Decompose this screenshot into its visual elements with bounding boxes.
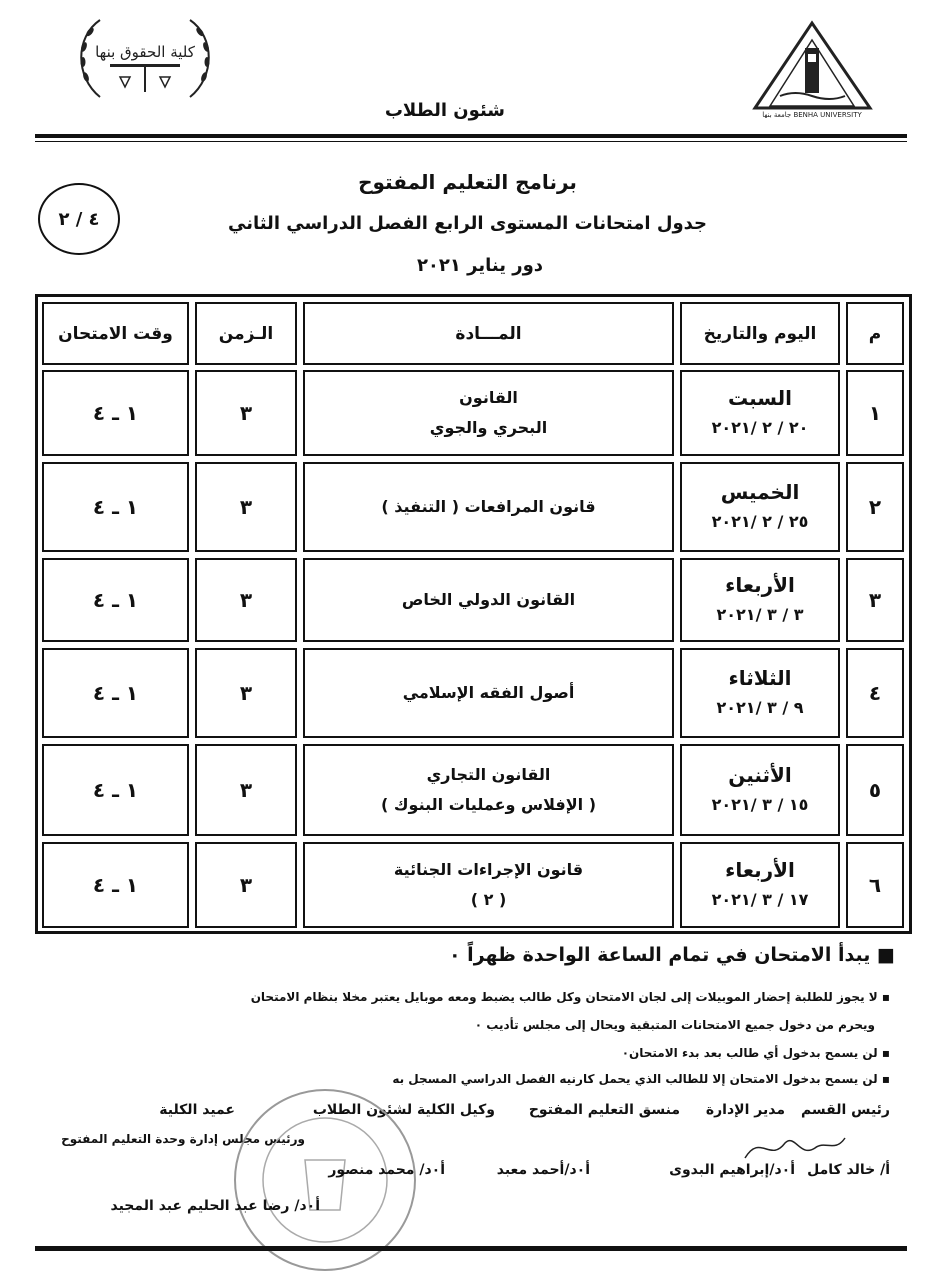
note-item-3: ▪ لن يسمح بدخول أي طالب بعد بدء الامتحان٠ [621,1046,890,1060]
footer-rule [35,1246,907,1251]
header-index [846,302,904,365]
sig-name-5: أ٠د/ رضا عبد الحليم عبد المجيد [110,1198,320,1214]
row-5-index [846,744,904,836]
note-item-text: لن يسمح بدخول أي طالب بعد بدء الامتحان٠ [621,1046,878,1060]
row-time: ١ ـ ٤ [92,873,139,897]
row-3-subject [303,558,674,642]
row-2-subject [303,462,674,552]
row-date: ١٧ / ٣ /٢٠٢١ [711,890,809,909]
row-date: ٢٠ / ٢ /٢٠٢١ [711,418,809,437]
note-item-text: ويحرم من دخول جميع الامتحانات المتبقية ويحال إلى مجلس تأديب ٠ [474,1018,875,1032]
header-subject [303,302,674,365]
row-index: ٢ [868,495,882,519]
row-day: الأربعاء [725,573,795,597]
row-6-time [42,842,189,928]
row-duration: ٣ [239,873,253,897]
header-duration-label: الـزمن [218,323,274,344]
row-6-duration [195,842,297,928]
row-subject-line1: القانون [459,388,518,407]
header-rule-thin [35,141,907,142]
schedule-title: جدول امتحانات المستوى الرابع الفصل الدراسي الثاني [227,213,708,234]
row-4-index [846,648,904,738]
row-5-subject [303,744,674,836]
row-6-index [846,842,904,928]
header-time-label: وقت الامتحان [58,323,173,344]
row-4-time [42,648,189,738]
page-badge [38,183,120,255]
university-logo-text: جامعة بنها BENHA UNIVERSITY [762,111,862,118]
row-index: ٣ [868,588,882,612]
row-duration: ٣ [239,681,253,705]
sig-title-dept-head: رئيس القسم [800,1102,890,1118]
header-index-label: م [868,323,882,344]
sig-name-2: أ٠د/إبراهيم البدوى [669,1162,795,1178]
row-duration: ٣ [239,778,253,802]
row-time: ١ ـ ٤ [92,495,139,519]
row-date: ١٥ / ٣ /٢٠٢١ [711,795,809,814]
row-3-duration [195,558,297,642]
row-4-day-date [680,648,840,738]
row-day: الخميس [720,480,800,504]
sig-title-dean: عميد الكلية [159,1102,235,1118]
sig-title-council-head: ورئيس مجلس إدارة وحدة التعليم المفتوح [61,1132,305,1146]
note-item-1: ▪ لا يجوز للطلبة إحضار الموبيلات إلى لجان الامتحان وكل طالب يضبط ومعه موبايل يعتبر مخلا بنظام الامتحان [250,990,890,1004]
row-day: السبت [727,386,793,410]
row-1-duration [195,370,297,456]
faculty-logo-text: كلية الحقوق بنها [95,43,195,61]
sig-title-open-ed-coordinator: منسق التعليم المفتوح [528,1102,680,1118]
note-start-time: ■ يبدأ الامتحان في تمام الساعة الواحدة ظهراً ٠ [448,944,895,966]
page-badge-text: ٤ / ٢ [58,208,100,230]
row-1-day-date [680,370,840,456]
sig-name-3: أ٠د/أحمد معبد [496,1162,590,1178]
row-2-time [42,462,189,552]
row-3-time [42,558,189,642]
row-date: ٩ / ٣ /٢٠٢١ [716,698,804,717]
row-day: الثلاثاء [728,666,792,690]
row-6-day-date [680,842,840,928]
row-time: ١ ـ ٤ [92,681,139,705]
row-1-subject [303,370,674,456]
row-2-index [846,462,904,552]
row-index: ٦ [868,873,882,897]
sig-name-1: أ/ خالد كامل [807,1162,890,1178]
row-5-duration [195,744,297,836]
row-time: ١ ـ ٤ [92,588,139,612]
faculty-logo [70,12,220,107]
sig-title-admin-director: مدير الإدارة [705,1102,785,1118]
sig-name-4: أ٠د/ محمد منصور [328,1162,445,1178]
row-2-day-date [680,462,840,552]
note-item-4: ▪ لن يسمح بدخول الامتحان إلا للطالب الذي يحمل كارنيه الفصل الدراسي المسجل به [392,1072,890,1086]
row-1-index [846,370,904,456]
row-index: ١ [868,401,882,425]
row-subject-line2: ( الإفلاس وعمليات البنوك ) [381,795,597,814]
row-4-duration [195,648,297,738]
program-title: برنامج التعليم المفتوح [358,170,577,194]
sig-title-vice-dean: وكيل الكلية لشئون الطلاب [312,1102,495,1118]
row-subject-line2: ( ٢ ) [470,890,507,909]
header-rule [35,134,907,138]
row-duration: ٣ [239,588,253,612]
row-6-subject [303,842,674,928]
header-subject-label: المـــادة [455,323,522,344]
row-subject-line1: قانون المرافعات ( التنفيذ ) [381,497,596,516]
department-title: شئون الطلاب [384,100,505,121]
row-2-duration [195,462,297,552]
row-1-time [42,370,189,456]
row-day: الأثنين [728,763,792,787]
row-subject-line2: البحري والجوي [429,418,548,437]
row-4-subject [303,648,674,738]
row-subject-line1: القانون التجاري [426,765,551,784]
row-5-time [42,744,189,836]
header-day-date [680,302,840,365]
note-item-2 [475,1018,875,1032]
row-subject-line1: قانون الإجراءات الجنائية [393,860,584,879]
session-title: دور يناير ٢٠٢١ [416,255,544,276]
row-3-day-date [680,558,840,642]
university-logo [750,18,875,118]
note-start-time-text: يبدأ الامتحان في تمام الساعة الواحدة ظهراً ٠ [448,944,871,966]
row-date: ٢٥ / ٢ /٢٠٢١ [711,512,809,531]
row-duration: ٣ [239,495,253,519]
row-index: ٥ [868,778,882,802]
header-day-date-label: اليوم والتاريخ [703,323,817,344]
header-time [42,302,189,365]
row-5-day-date [680,744,840,836]
row-3-index [846,558,904,642]
row-time: ١ ـ ٤ [92,401,139,425]
row-time: ١ ـ ٤ [92,778,139,802]
row-duration: ٣ [239,401,253,425]
row-subject-line1: القانون الدولي الخاص [401,590,576,609]
note-item-text: لن يسمح بدخول الامتحان إلا للطالب الذي يحمل كارنيه الفصل الدراسي المسجل به [392,1072,878,1086]
header-duration [195,302,297,365]
row-index: ٤ [868,681,882,705]
row-date: ٣ / ٣ /٢٠٢١ [716,605,804,624]
note-item-text: لا يجوز للطلبة إحضار الموبيلات إلى لجان الامتحان وكل طالب يضبط ومعه موبايل يعتبر مخلا بنظام الامتحان [250,990,878,1004]
row-subject-line1: أصول الفقه الإسلامي [402,683,575,702]
row-day: الأربعاء [725,858,795,882]
